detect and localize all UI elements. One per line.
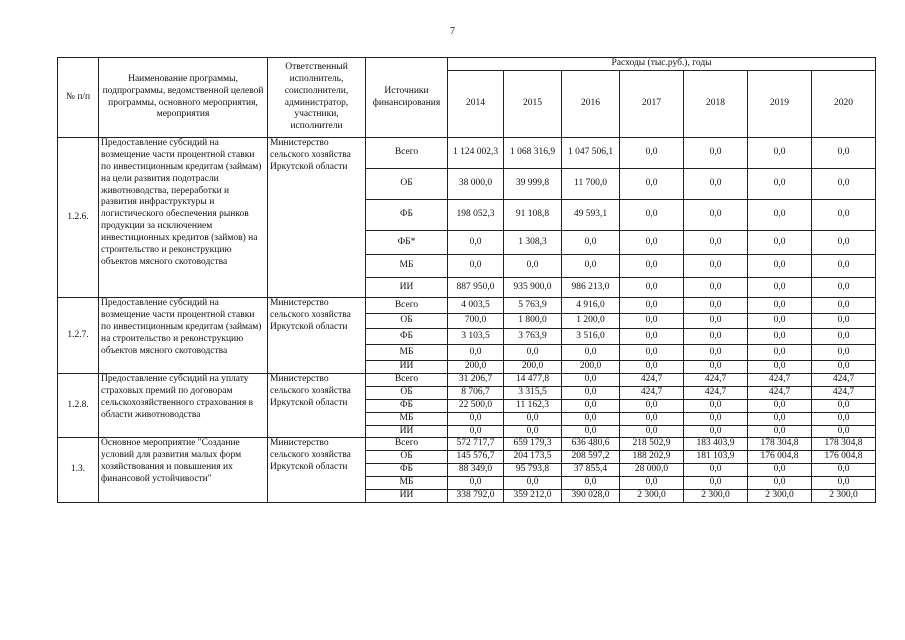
expense-value: 0,0 [812, 231, 876, 255]
expense-value: 390 028,0 [562, 489, 620, 502]
expense-value: 424,7 [684, 386, 748, 399]
expense-value: 3 516,0 [562, 329, 620, 345]
expense-value: 359 212,0 [504, 489, 562, 502]
item-number: 1.3. [58, 438, 99, 502]
item-number: 1.2.7. [58, 298, 99, 374]
expense-value: 0,0 [620, 231, 684, 255]
expense-value: 188 202,9 [620, 451, 684, 464]
item-executor: Министерство сельского хозяйства Иркутской области [268, 374, 366, 438]
item-name: Предоставление субсидий на уплату страховых премий по договорам сельскохозяйственного страхования в области животноводства [99, 374, 268, 438]
expense-value: 0,0 [562, 399, 620, 412]
expense-value: 0,0 [684, 314, 748, 329]
expense-value: 0,0 [812, 425, 876, 438]
funding-source: ОБ [366, 314, 448, 329]
expense-value: 0,0 [504, 425, 562, 438]
header-name: Наименование программы, подпрограммы, ведомственной целевой программы, основного мероприятия, мероприятия [99, 58, 268, 138]
expense-value: 0,0 [620, 298, 684, 314]
expense-value: 1 047 506,1 [562, 138, 620, 169]
expense-value: 572 717,7 [448, 438, 504, 451]
expense-value: 0,0 [748, 477, 812, 490]
header-num: № п/п [58, 58, 99, 138]
expense-value: 0,0 [812, 329, 876, 345]
expense-value: 0,0 [748, 345, 812, 361]
expense-value: 0,0 [748, 399, 812, 412]
expense-value: 0,0 [684, 200, 748, 231]
expense-value: 0,0 [620, 255, 684, 278]
expense-value: 700,0 [448, 314, 504, 329]
expense-value: 37 855,4 [562, 464, 620, 477]
expense-value: 183 403,9 [684, 438, 748, 451]
expense-value: 0,0 [684, 298, 748, 314]
year-header: 2018 [684, 71, 748, 138]
expense-value: 0,0 [684, 345, 748, 361]
expense-value: 0,0 [684, 138, 748, 169]
funding-source: МБ [366, 255, 448, 278]
funding-source: ОБ [366, 451, 448, 464]
expense-value: 204 173,5 [504, 451, 562, 464]
expense-value: 14 477,8 [504, 374, 562, 387]
expense-value: 28 000,0 [620, 464, 684, 477]
expense-value: 0,0 [748, 464, 812, 477]
expense-value: 0,0 [812, 477, 876, 490]
item-number: 1.2.6. [58, 138, 99, 298]
funding-source: МБ [366, 477, 448, 490]
expense-value: 0,0 [620, 314, 684, 329]
expense-value: 1 068 316,9 [504, 138, 562, 169]
expense-value: 88 349,0 [448, 464, 504, 477]
expense-value: 0,0 [620, 329, 684, 345]
funding-source: ФБ [366, 329, 448, 345]
expense-value: 11 700,0 [562, 169, 620, 200]
expense-value: 0,0 [684, 231, 748, 255]
expense-value: 0,0 [812, 361, 876, 374]
expense-value: 39 999,8 [504, 169, 562, 200]
expense-value: 2 300,0 [748, 489, 812, 502]
expense-value: 3 763,9 [504, 329, 562, 345]
expense-value: 0,0 [448, 255, 504, 278]
expense-value: 0,0 [812, 200, 876, 231]
item-name: Предоставление субсидий на возмещение части процентной ставки по инвестиционным кредитам (займам) на строительство и реконструкцию объектов мясного скотоводства [99, 298, 268, 374]
expense-value: 338 792,0 [448, 489, 504, 502]
expense-value: 0,0 [812, 298, 876, 314]
funding-source: ФБ [366, 200, 448, 231]
expense-value: 0,0 [684, 464, 748, 477]
expense-value: 5 763,9 [504, 298, 562, 314]
expense-value: 0,0 [748, 169, 812, 200]
expense-value: 0,0 [448, 412, 504, 425]
expense-value: 424,7 [812, 386, 876, 399]
year-header: 2020 [812, 71, 876, 138]
expense-value: 0,0 [504, 345, 562, 361]
expense-value: 8 706,7 [448, 386, 504, 399]
expense-value: 986 213,0 [562, 278, 620, 298]
expense-value: 0,0 [562, 477, 620, 490]
expense-value: 38 000,0 [448, 169, 504, 200]
table-row [58, 298, 876, 314]
expense-value: 0,0 [504, 412, 562, 425]
expense-value: 0,0 [684, 477, 748, 490]
expense-value: 2 300,0 [812, 489, 876, 502]
expense-value: 1 200,0 [562, 314, 620, 329]
expense-value: 0,0 [562, 386, 620, 399]
item-executor: Министерство сельского хозяйства Иркутской области [268, 298, 366, 374]
funding-source: ОБ [366, 386, 448, 399]
expense-value: 424,7 [748, 386, 812, 399]
expense-value: 178 304,8 [812, 438, 876, 451]
expense-value: 0,0 [812, 278, 876, 298]
expense-value: 0,0 [748, 412, 812, 425]
expense-value: 49 593,1 [562, 200, 620, 231]
expense-value: 636 480,6 [562, 438, 620, 451]
expense-value: 1 800,0 [504, 314, 562, 329]
expense-value: 0,0 [684, 425, 748, 438]
expense-value: 0,0 [748, 255, 812, 278]
funding-source: ФБ* [366, 231, 448, 255]
expense-value: 2 300,0 [620, 489, 684, 502]
table-body [58, 138, 876, 503]
expense-value: 0,0 [684, 361, 748, 374]
expense-value: 0,0 [748, 329, 812, 345]
expense-value: 31 206,7 [448, 374, 504, 387]
funding-source: ИИ [366, 489, 448, 502]
expense-value: 145 576,7 [448, 451, 504, 464]
expense-value: 198 052,3 [448, 200, 504, 231]
funding-source: Всего [366, 438, 448, 451]
expense-value: 208 597,2 [562, 451, 620, 464]
funding-source: ФБ [366, 464, 448, 477]
item-executor: Министерство сельского хозяйства Иркутской области [268, 438, 366, 502]
expense-value: 0,0 [748, 314, 812, 329]
expense-value: 91 108,8 [504, 200, 562, 231]
table-row [58, 138, 876, 169]
expense-value: 0,0 [812, 464, 876, 477]
expense-value: 200,0 [562, 361, 620, 374]
expense-value: 4 003,5 [448, 298, 504, 314]
year-header: 2017 [620, 71, 684, 138]
expense-value: 95 793,8 [504, 464, 562, 477]
funding-source: МБ [366, 412, 448, 425]
expense-value: 0,0 [620, 278, 684, 298]
expense-value: 659 179,3 [504, 438, 562, 451]
expense-value: 218 502,9 [620, 438, 684, 451]
expense-value: 887 950,0 [448, 278, 504, 298]
expense-value: 0,0 [620, 345, 684, 361]
expense-value: 424,7 [620, 374, 684, 387]
expense-value: 424,7 [620, 386, 684, 399]
expense-value: 0,0 [620, 200, 684, 231]
year-header: 2015 [504, 71, 562, 138]
expense-value: 176 004,8 [748, 451, 812, 464]
expense-value: 0,0 [748, 138, 812, 169]
expense-value: 0,0 [812, 138, 876, 169]
expense-value: 0,0 [812, 169, 876, 200]
expense-value: 0,0 [620, 361, 684, 374]
expense-value: 0,0 [620, 425, 684, 438]
expense-value: 0,0 [812, 345, 876, 361]
expense-value: 11 162,3 [504, 399, 562, 412]
expense-value: 0,0 [620, 477, 684, 490]
expense-value: 176 004,8 [812, 451, 876, 464]
expense-value: 424,7 [684, 374, 748, 387]
page-number: 7 [450, 26, 455, 37]
funding-source: Всего [366, 374, 448, 387]
expense-value: 0,0 [684, 255, 748, 278]
expense-value: 0,0 [812, 314, 876, 329]
funding-source: Всего [366, 138, 448, 169]
table-row [58, 438, 876, 451]
expense-value: 178 304,8 [748, 438, 812, 451]
expense-value: 0,0 [562, 345, 620, 361]
expense-value: 0,0 [562, 255, 620, 278]
expense-value: 0,0 [812, 412, 876, 425]
expense-value: 0,0 [748, 200, 812, 231]
expense-value: 0,0 [748, 425, 812, 438]
expense-value: 0,0 [504, 477, 562, 490]
expense-value: 0,0 [620, 399, 684, 412]
expense-value: 0,0 [562, 425, 620, 438]
expense-value: 0,0 [684, 329, 748, 345]
expense-value: 0,0 [684, 399, 748, 412]
year-header: 2014 [448, 71, 504, 138]
expense-value: 0,0 [448, 231, 504, 255]
header-executor: Ответственный исполнитель, соисполнители, администратор, участники, исполнители [268, 58, 366, 138]
item-name: Основное мероприятие "Создание условий для развития малых форм хозяйствования и повышения их финансовой устойчивости" [99, 438, 268, 502]
header-expenses: Расходы (тыс.руб.), годы [448, 58, 876, 71]
expense-value: 0,0 [562, 374, 620, 387]
expense-value: 0,0 [748, 298, 812, 314]
expenses-table [57, 57, 876, 503]
funding-source: ФБ [366, 399, 448, 412]
expense-value: 0,0 [620, 138, 684, 169]
expense-value: 1 308,3 [504, 231, 562, 255]
year-header: 2019 [748, 71, 812, 138]
expense-value: 1 124 002,3 [448, 138, 504, 169]
expense-value: 3 315,5 [504, 386, 562, 399]
expense-value: 935 900,0 [504, 278, 562, 298]
expense-value: 0,0 [620, 169, 684, 200]
item-name: Предоставление субсидий на возмещение части процентной ставки по инвестиционным кредитам (займам) на цели развития подотрасли животноводства, переработки и развития инфраструктуры и логистического обеспечения рынков продукции за исключением инвестиционных кредитов (займов) на строительство и реконструкцию объектов мясного скотоводства [99, 138, 268, 298]
expense-value: 200,0 [504, 361, 562, 374]
expense-value: 0,0 [684, 169, 748, 200]
funding-source: Всего [366, 298, 448, 314]
expense-value: 0,0 [748, 361, 812, 374]
expense-value: 0,0 [562, 412, 620, 425]
expense-value: 0,0 [620, 412, 684, 425]
expense-value: 0,0 [562, 231, 620, 255]
header-sources: Источники финансирования [366, 58, 448, 138]
funding-source: ИИ [366, 278, 448, 298]
funding-source: ИИ [366, 425, 448, 438]
expense-value: 4 916,0 [562, 298, 620, 314]
expense-value: 0,0 [448, 477, 504, 490]
funding-source: ИИ [366, 361, 448, 374]
expense-value: 200,0 [448, 361, 504, 374]
expense-value: 0,0 [812, 399, 876, 412]
expense-value: 0,0 [748, 278, 812, 298]
expense-value: 0,0 [684, 412, 748, 425]
expense-value: 0,0 [448, 425, 504, 438]
expense-value: 22 500,0 [448, 399, 504, 412]
expense-value: 424,7 [812, 374, 876, 387]
expense-value: 0,0 [504, 255, 562, 278]
item-number: 1.2.8. [58, 374, 99, 438]
funding-source: МБ [366, 345, 448, 361]
expense-value: 0,0 [448, 345, 504, 361]
expense-value: 181 103,9 [684, 451, 748, 464]
expense-value: 424,7 [748, 374, 812, 387]
expense-value: 0,0 [812, 255, 876, 278]
expense-value: 0,0 [684, 278, 748, 298]
expense-value: 2 300,0 [684, 489, 748, 502]
funding-source: ОБ [366, 169, 448, 200]
year-header: 2016 [562, 71, 620, 138]
item-executor: Министерство сельского хозяйства Иркутской области [268, 138, 366, 298]
table-row [58, 374, 876, 387]
expense-value: 3 103,5 [448, 329, 504, 345]
expense-value: 0,0 [748, 231, 812, 255]
table-header [58, 58, 876, 138]
